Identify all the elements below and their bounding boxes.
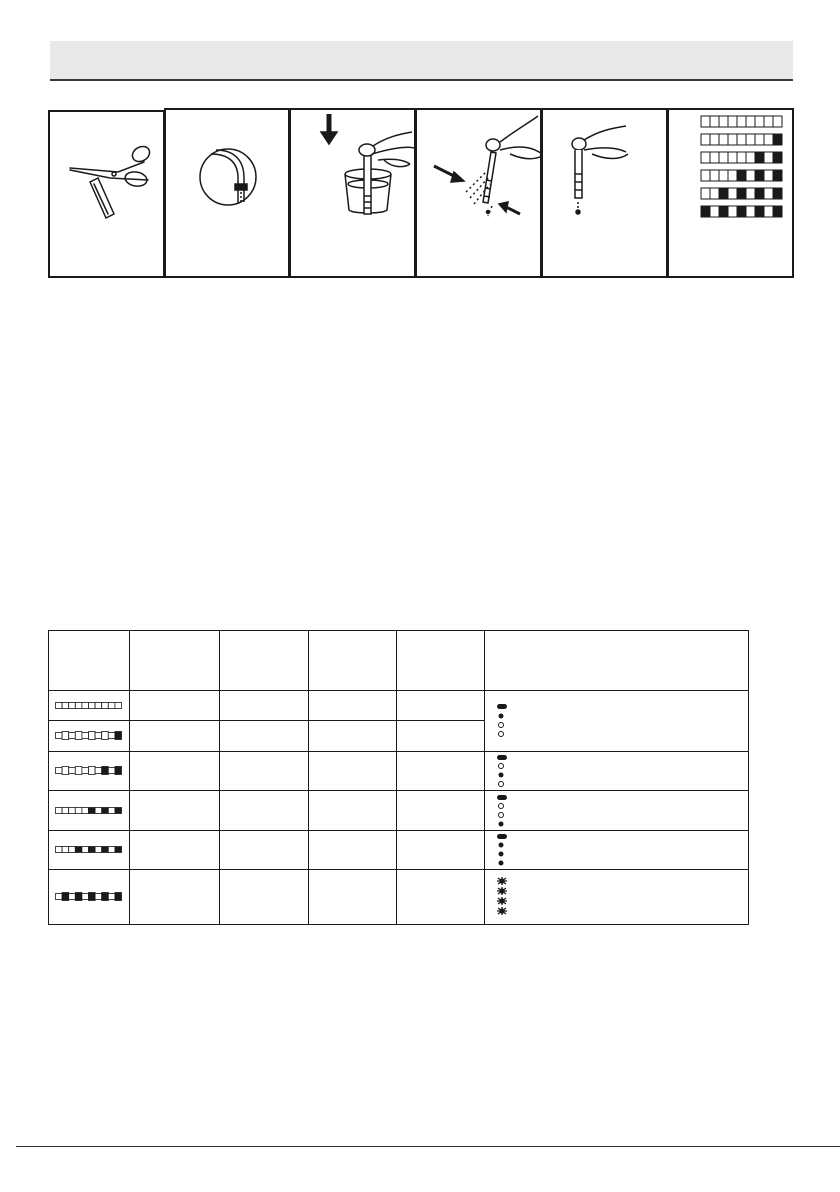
chart-square <box>746 134 755 145</box>
indicator-level-4 <box>485 831 749 870</box>
chart-square <box>737 206 746 217</box>
indicator-level-2 <box>485 752 749 791</box>
strip-square <box>69 768 76 774</box>
strip-square <box>89 732 96 740</box>
strip-square <box>82 894 89 900</box>
strip-square <box>82 847 89 853</box>
chart-square <box>746 116 755 127</box>
chart-square <box>764 170 773 181</box>
strip-square <box>102 807 109 813</box>
indicator-lights-icon <box>495 752 511 790</box>
strip-square <box>102 893 109 901</box>
strip-square <box>115 847 122 853</box>
indicator-level-5 <box>485 870 749 925</box>
chart-square <box>746 152 755 163</box>
chart-square <box>701 116 710 127</box>
chart-square <box>773 116 782 127</box>
chart-square <box>710 134 719 145</box>
chart-square <box>701 170 710 181</box>
strip-square <box>95 768 102 774</box>
table-row-level-0 <box>49 691 749 721</box>
chart-square <box>737 134 746 145</box>
chart-square <box>746 188 755 199</box>
chart-square <box>764 206 773 217</box>
shake-strip-icon <box>434 116 542 216</box>
table-header-row <box>49 631 749 691</box>
indicator-lights-icon <box>495 792 511 830</box>
strip-level-3 <box>49 791 130 831</box>
header-cell-c <box>309 631 397 691</box>
chart-square <box>719 188 728 199</box>
chart-square <box>773 170 782 181</box>
chart-square <box>728 134 737 145</box>
strip-square <box>62 807 69 813</box>
table-row-level-2 <box>49 752 749 791</box>
strip-square <box>75 702 82 708</box>
chart-square <box>728 152 737 163</box>
indicator-level-0-1 <box>485 691 749 752</box>
chart-square <box>728 188 737 199</box>
strip-square <box>62 702 69 708</box>
indicator-level-3 <box>485 791 749 831</box>
strip-level-1 <box>49 721 130 752</box>
chart-square <box>710 206 719 217</box>
strip-square <box>75 732 82 740</box>
chart-square <box>746 206 755 217</box>
chart-square <box>755 152 764 163</box>
strip-square <box>115 732 122 740</box>
chart-square <box>719 170 728 181</box>
strip-square <box>75 767 82 775</box>
strip-square <box>89 807 96 813</box>
strip-square <box>82 702 89 708</box>
strip-square <box>56 702 63 708</box>
chart-square <box>773 134 782 145</box>
chart-square <box>701 152 710 163</box>
strip-square <box>115 807 122 813</box>
footer-rule <box>16 1146 840 1147</box>
section-header-bar <box>50 41 793 81</box>
chart-square <box>764 134 773 145</box>
chart-square <box>719 134 728 145</box>
strip-square <box>108 847 115 853</box>
indicator-lights-icon <box>495 701 511 741</box>
strip-square <box>62 732 69 740</box>
strip-square <box>89 893 96 901</box>
chart-square <box>701 206 710 217</box>
strip-square <box>75 893 82 901</box>
chart-square <box>746 170 755 181</box>
strip-color-chart-icon <box>701 116 782 217</box>
header-cell-level <box>485 631 749 691</box>
hold-strip-icon <box>572 126 628 214</box>
strip-square <box>69 733 76 739</box>
chart-square <box>710 116 719 127</box>
strip-square <box>69 702 76 708</box>
strip-square <box>108 733 115 739</box>
strip-square <box>115 767 122 775</box>
chart-square <box>773 206 782 217</box>
test-strip-procedure-illustrations <box>48 108 794 278</box>
chart-square <box>737 116 746 127</box>
strip-square <box>108 702 115 708</box>
strip-square <box>102 847 109 853</box>
chart-square <box>755 170 764 181</box>
strip-level-2 <box>49 752 130 791</box>
strip-square <box>95 894 102 900</box>
indicator-lights-icon <box>495 831 511 869</box>
strip-square <box>108 894 115 900</box>
strip-square <box>82 733 89 739</box>
chart-square <box>728 116 737 127</box>
strip-square <box>115 702 122 708</box>
blinking-lights-icon <box>495 875 513 919</box>
chart-square <box>710 188 719 199</box>
chart-square <box>719 206 728 217</box>
strip-square <box>75 807 82 813</box>
chart-square <box>755 116 764 127</box>
chart-square <box>737 152 746 163</box>
strip-square <box>89 767 96 775</box>
strip-square <box>56 847 63 853</box>
chart-square <box>773 188 782 199</box>
strip-square <box>75 847 82 853</box>
dip-strip-in-glass-icon <box>321 114 414 214</box>
strip-square <box>89 702 96 708</box>
strip-square <box>89 847 96 853</box>
header-cell-strip <box>49 631 130 691</box>
strip-level-0 <box>49 691 130 721</box>
chart-square <box>755 134 764 145</box>
strip-square <box>62 893 69 901</box>
strip-square <box>95 702 102 708</box>
chart-square <box>710 152 719 163</box>
strip-square <box>82 807 89 813</box>
table-row-level-3 <box>49 791 749 831</box>
chart-square <box>764 116 773 127</box>
strip-square <box>102 767 109 775</box>
strip-square <box>56 807 63 813</box>
strip-square <box>62 767 69 775</box>
strip-square <box>56 768 63 774</box>
strip-square <box>95 807 102 813</box>
strip-square <box>82 768 89 774</box>
strip-square <box>69 807 76 813</box>
strip-square <box>108 807 115 813</box>
strip-square <box>115 893 122 901</box>
chart-square <box>764 188 773 199</box>
chart-square <box>764 152 773 163</box>
chart-square <box>719 152 728 163</box>
strip-square <box>69 847 76 853</box>
strip-square <box>95 847 102 853</box>
chart-square <box>701 188 710 199</box>
strip-square <box>56 894 63 900</box>
strip-level-4 <box>49 831 130 870</box>
header-cell-d <box>397 631 485 691</box>
strip-square <box>102 702 109 708</box>
chart-square <box>737 188 746 199</box>
strip-square <box>69 894 76 900</box>
chart-square <box>719 116 728 127</box>
strip-square <box>108 768 115 774</box>
chart-square <box>755 188 764 199</box>
chart-square <box>710 170 719 181</box>
strip-square <box>102 732 109 740</box>
table-row-level-4 <box>49 831 749 870</box>
chart-square <box>737 170 746 181</box>
strip-level-5 <box>49 870 130 925</box>
scissors-cutting-strip-icon <box>70 143 152 218</box>
strip-square <box>56 733 63 739</box>
header-cell-a <box>130 631 220 691</box>
strip-square <box>62 847 69 853</box>
chart-square <box>728 206 737 217</box>
table-row-level-5 <box>49 870 749 925</box>
chart-square <box>701 134 710 145</box>
chart-square <box>728 170 737 181</box>
water-tap-icon <box>200 149 256 205</box>
chart-square <box>755 206 764 217</box>
water-hardness-table <box>48 630 749 925</box>
chart-square <box>773 152 782 163</box>
strip-square <box>95 733 102 739</box>
header-cell-b <box>220 631 309 691</box>
step-frames <box>49 109 793 277</box>
